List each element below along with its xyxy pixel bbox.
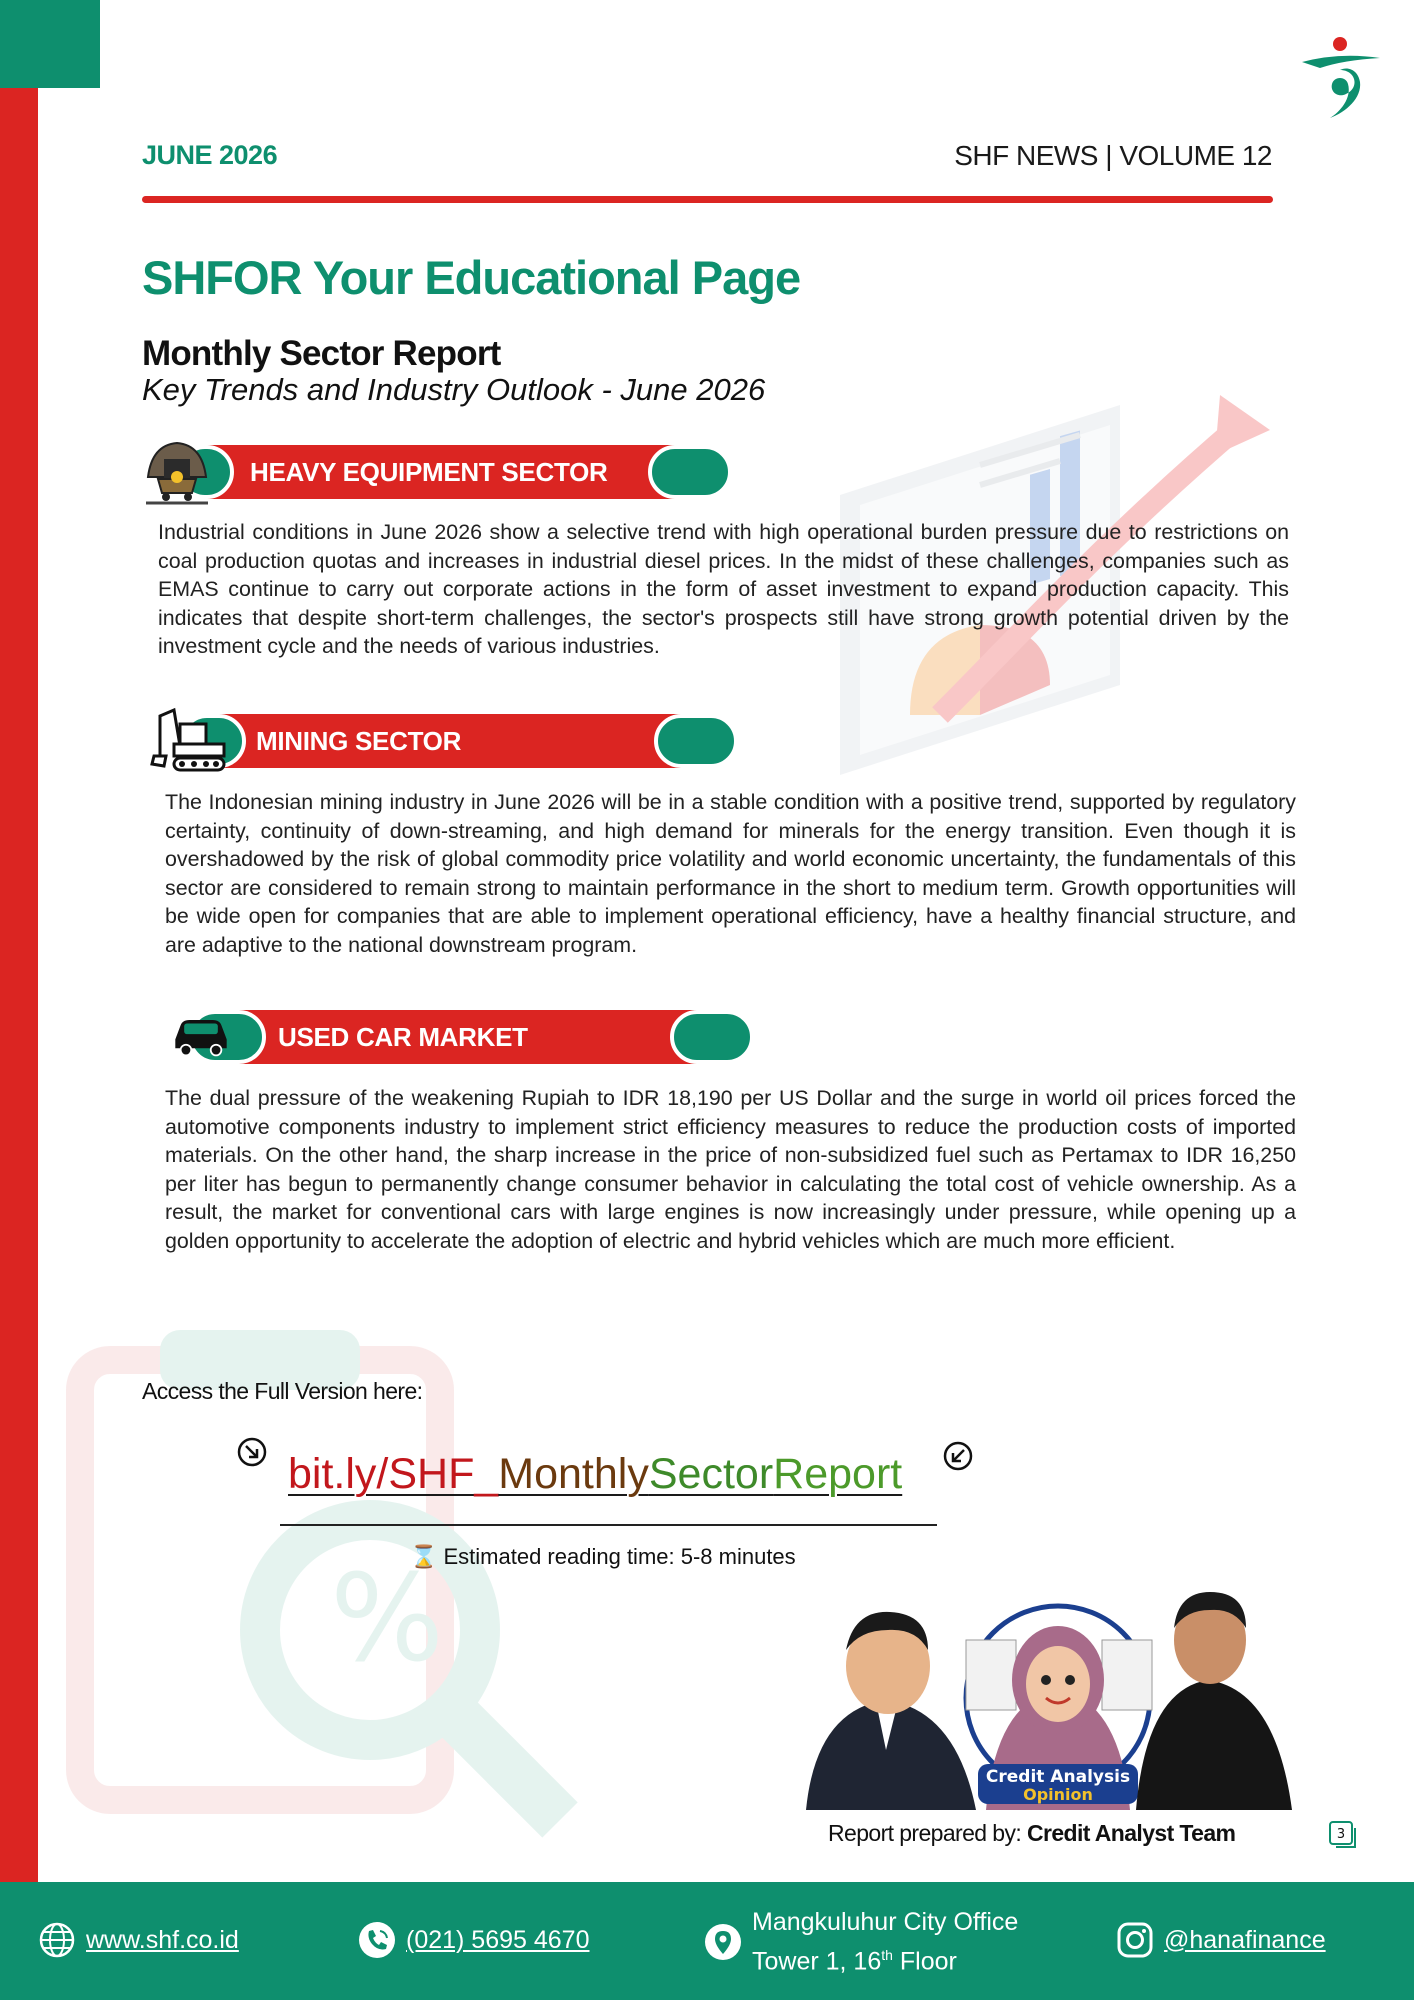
arrow-down-right-icon	[236, 1436, 268, 1468]
link-part: Sector	[648, 1450, 774, 1498]
instagram-handle[interactable]: @hanafinance	[1164, 1925, 1326, 1954]
banner-end-cap	[670, 1010, 754, 1064]
footer-address	[704, 1906, 1018, 1978]
sector-label: HEAVY EQUIPMENT SECTOR	[250, 457, 608, 487]
address-line-1: Mangkuluhur City Office	[752, 1908, 1019, 1936]
prepared-team: Credit Analyst Team	[1026, 1820, 1236, 1846]
address-line-2-end: Floor	[892, 1947, 957, 1976]
arrow-down-left-icon	[942, 1440, 974, 1472]
full-report-link[interactable]	[288, 1450, 902, 1499]
location-pin-icon	[704, 1923, 742, 1961]
svg-text:%: %	[330, 1550, 445, 1689]
address-line-2-main: Tower 1, 16	[752, 1947, 882, 1976]
link-divider	[280, 1524, 937, 1526]
website-link[interactable]: www.shf.co.id	[86, 1925, 239, 1954]
sector-mining	[150, 712, 740, 772]
corner-block	[0, 0, 100, 88]
footer-instagram	[1116, 1921, 1326, 1959]
excavator-icon	[150, 706, 230, 776]
address-ordinal: th	[881, 1947, 893, 1963]
link-part: Monthly	[498, 1450, 649, 1498]
header-date: JUNE 2026	[142, 140, 278, 170]
sector-description: The Indonesian mining industry in June 2026 will be in a stable condition with a positive trend, supported by regulatory certainty, continuity of down-streaming, and high demand for minerals for the energy transition. Even though it is overshadowed by the risk of global commodity price volatility and world economic uncertainty, the fundamentals of this sector are considered to remain strong to maintain performance in the short to medium term. Growth opportunities will be wide open for companies that are able to implement operational efficiency, have a healthy financial structure, and are adaptive to the national downstream program.	[165, 790, 1296, 957]
sector-used-car	[170, 1008, 760, 1068]
sector-description: Industrial conditions in June 2026 show a selective trend with high operational burden pressure due to restrictions on coal production quotas and increases in industrial diesel prices. In the midst of these challenges, companies such as EMAS continue to carry out corporate actions in the form of asset investment to expand production capacity. This indicates that despite short-term challenges, the sector's prospects still have strong growth potential driven by the investment cycle and the needs of various industries.	[158, 520, 1289, 658]
address-text	[752, 1906, 1018, 1978]
access-label: Access the Full Version here:	[142, 1378, 423, 1404]
phone-icon	[358, 1921, 396, 1959]
prepared-prefix: Report prepared by:	[828, 1820, 1022, 1846]
link-part: Report	[773, 1450, 903, 1498]
footer-website	[38, 1921, 239, 1959]
phone-link[interactable]: (021) 5695 4670	[406, 1925, 590, 1954]
badge-line-2: Opinion	[1023, 1785, 1093, 1804]
sector-label: MINING SECTOR	[256, 726, 462, 756]
hana-logo-icon	[1300, 32, 1384, 122]
sector-heavy-equipment	[142, 443, 732, 503]
header-volume: SHF NEWS | VOLUME 12	[954, 140, 1272, 171]
page-number: 3	[1336, 1827, 1346, 1842]
link-part: bit.ly/SHF_	[288, 1450, 499, 1498]
left-accent-bar	[0, 0, 38, 1882]
footer	[0, 1882, 1414, 2000]
mining-cart-icon	[142, 437, 212, 507]
reading-time: ⌛ Estimated reading time: 5-8 minutes	[410, 1544, 796, 1569]
globe-icon	[38, 1921, 76, 1959]
car-icon	[170, 1012, 232, 1058]
page-title: SHFOR Your Educational Page	[142, 251, 801, 304]
sector-description: The dual pressure of the weakening Rupiah to IDR 18,190 per US Dollar and the surge in world oil prices forced the automotive components industry to implement strict efficiency measures to reduce the production costs of imported materials. On the other hand, the sharp increase in the price of non-subsidized fuel such as Pertamax to IDR 16,250 per liter has begun to permanently change consumer behavior in calculating the total cost of vehicle ownership. As a result, the market for conventional cars with large engines is now increasingly under pressure, while opening up a golden opportunity to accelerate the adoption of electric and hybrid vehicles which are much more efficient.	[165, 1086, 1296, 1253]
report-subtitle: Key Trends and Industry Outlook - June 2026	[142, 372, 766, 407]
prepared-by	[828, 1820, 1235, 1847]
badge-line-1: Credit Analysis	[985, 1767, 1131, 1787]
banner-end-cap	[648, 445, 732, 499]
address-line-2	[752, 1939, 1018, 1978]
sector-label: USED CAR MARKET	[278, 1022, 528, 1052]
header-divider	[142, 196, 1273, 203]
page-number-badge	[1328, 1820, 1358, 1850]
instagram-icon	[1116, 1921, 1154, 1959]
footer-phone	[358, 1921, 589, 1959]
report-title: Monthly Sector Report	[142, 334, 501, 373]
credit-analyst-team-illustration	[806, 1580, 1292, 1810]
banner-end-cap	[654, 714, 738, 768]
